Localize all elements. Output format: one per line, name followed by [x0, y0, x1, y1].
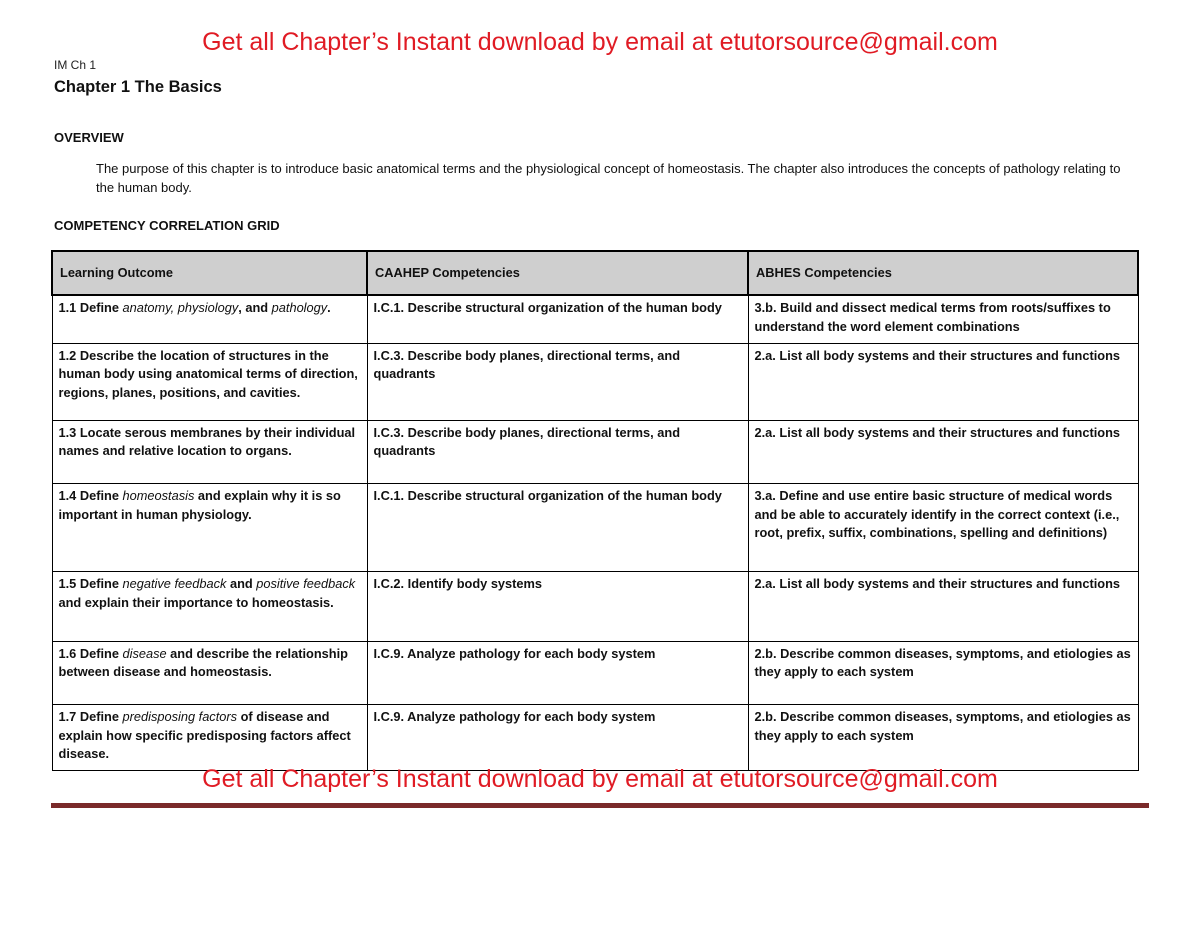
outcome-text: .: [327, 300, 331, 315]
caahep-cell: I.C.3. Describe body planes, directional terms, and quadrants: [367, 420, 748, 484]
table-row: [52, 420, 1138, 484]
table-row: [52, 572, 1138, 642]
table-header-row: [52, 251, 1138, 295]
abhes-cell: 2.b. Describe common diseases, symptoms, and etiologies as they apply to each system: [748, 641, 1138, 705]
italic-term: anatomy, physiology: [122, 300, 239, 315]
outcome-text: and: [226, 576, 257, 592]
abhes-cell: 3.b. Build and dissect medical terms from roots/suffixes to understand the word element combinations: [748, 295, 1138, 343]
outcome-text: , and: [238, 300, 272, 315]
caahep-cell: I.C.2. Identify body systems: [367, 572, 748, 642]
italic-term: disease: [122, 645, 167, 661]
italic-term: predisposing factors: [122, 709, 238, 725]
promo-banner-bottom: Get all Chapter’s Instant download by email at etutorsource@gmail.com: [202, 765, 998, 793]
caahep-cell: I.C.1. Describe structural organization of the human body: [367, 484, 748, 572]
table-row: [52, 484, 1138, 572]
outcome-text: and describe the relationship between disease and homeostasis.: [58, 645, 348, 680]
table-body: [52, 295, 1138, 771]
footer-rule: [51, 803, 1149, 808]
learning-outcome-cell: [52, 572, 367, 642]
outcome-text: and explain why it is so important in human physiology.: [58, 488, 341, 522]
abhes-cell: 2.a. List all body systems and their structures and functions: [748, 572, 1138, 642]
learning-outcome-cell: [52, 343, 367, 420]
competency-grid-heading: COMPETENCY CORRELATION GRID: [54, 218, 280, 233]
learning-outcome-cell: [52, 641, 367, 705]
table-row: [52, 343, 1138, 420]
italic-term: homeostasis: [122, 488, 195, 504]
italic-term: positive feedback: [256, 576, 356, 592]
document-label: IM Ch 1: [54, 58, 97, 72]
outcome-text: 1.6 Define: [58, 645, 123, 661]
learning-outcome-cell: [52, 420, 367, 484]
table-row: [52, 295, 1138, 343]
abhes-cell: 2.a. List all body systems and their structures and functions: [748, 420, 1138, 484]
caahep-cell: I.C.1. Describe structural organization of the human body: [367, 295, 748, 343]
outcome-text: and explain their importance to homeostasis.: [58, 594, 334, 610]
header-caahep: CAAHEP Competencies: [367, 251, 748, 295]
italic-term: pathology: [271, 300, 328, 315]
caahep-cell: I.C.9. Analyze pathology for each body system: [367, 641, 748, 705]
abhes-cell: 2.b. Describe common diseases, symptoms, and etiologies as they apply to each system: [748, 705, 1138, 771]
overview-heading: OVERVIEW: [54, 130, 124, 145]
table-row: [52, 705, 1138, 771]
caahep-cell: I.C.3. Describe body planes, directional terms, and quadrants: [367, 343, 748, 420]
table-row: [52, 641, 1138, 705]
learning-outcome-cell: [52, 295, 367, 343]
competency-correlation-table: [51, 250, 1139, 771]
promo-banner-top: Get all Chapter’s Instant download by email at etutorsource@gmail.com: [202, 28, 998, 56]
overview-paragraph: The purpose of this chapter is to introduce basic anatomical terms and the physiological concept of homeostasis. The chapter also introduces the concepts of pathology relating to the human body.: [96, 161, 1121, 195]
outcome-text: 1.4 Define: [58, 488, 123, 504]
chapter-title: Chapter 1 The Basics: [54, 78, 222, 96]
caahep-cell: I.C.9. Analyze pathology for each body system: [367, 705, 748, 771]
abhes-cell: 2.a. List all body systems and their structures and functions: [748, 343, 1138, 420]
outcome-text: 1.2 Describe the location of structures in the human body using anatomical terms of direction, regions, planes, positions, and cavities.: [58, 347, 358, 400]
header-abhes: ABHES Competencies: [748, 251, 1138, 295]
learning-outcome-cell: [52, 705, 367, 771]
header-learning-outcome: Learning Outcome: [52, 251, 367, 295]
outcome-text: 1.7 Define: [58, 709, 123, 725]
italic-term: negative feedback: [122, 576, 227, 592]
outcome-text: 1.5 Define: [58, 576, 123, 592]
learning-outcome-cell: [52, 484, 367, 572]
outcome-text: of disease and explain how specific predisposing factors affect disease.: [58, 709, 351, 762]
outcome-text: 1.3 Locate serous membranes by their individual names and relative location to organs.: [58, 424, 356, 458]
abhes-cell: 3.a. Define and use entire basic structure of medical words and be able to accurately identify in the correct context (i.e., root, prefix, suffix, combinations, spelling and definitions): [748, 484, 1138, 572]
outcome-text: 1.1 Define: [58, 300, 123, 315]
